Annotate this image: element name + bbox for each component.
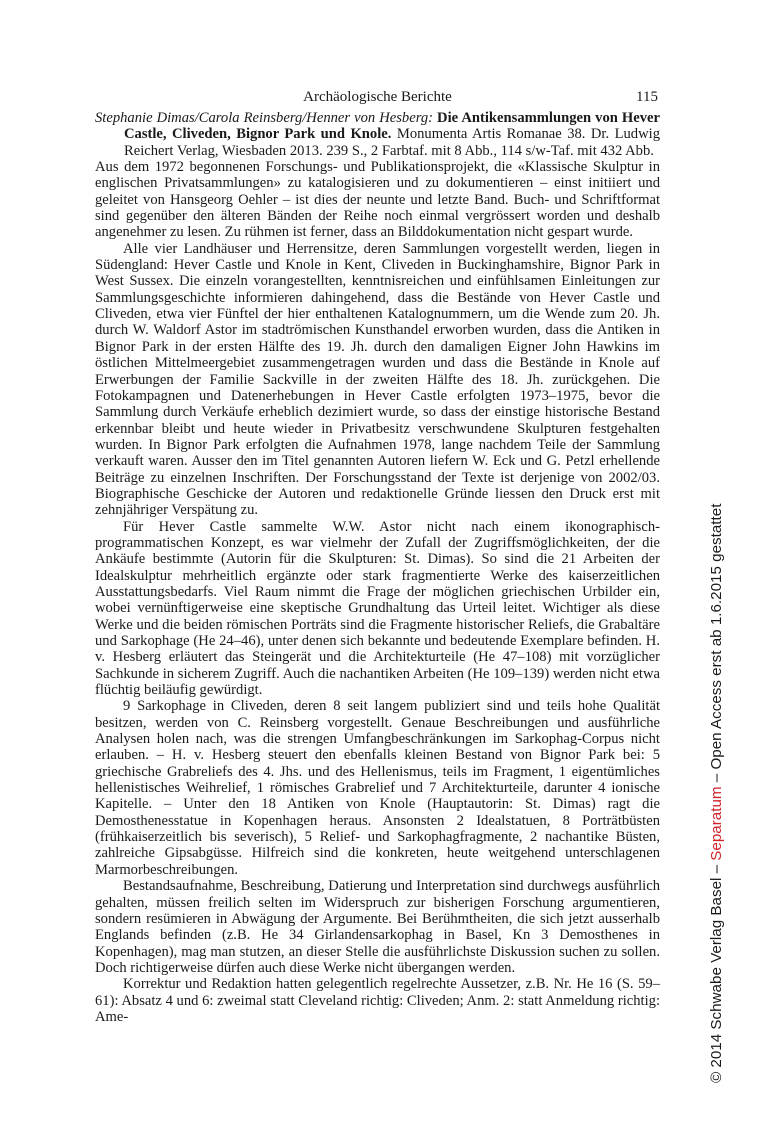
page-number: 115 <box>636 89 658 105</box>
paragraph-6: Korrektur und Redaktion hatten gelegentlich regelrechte Aussetzer, z.B. Nr. He 16 (S. 59–61): Absatz 4 und 6: zweimal statt Cleveland richtig: Cliveden; Anm. 2: statt Anmeldung richtig: Ame- <box>95 976 660 1025</box>
paragraph-5: Bestandsaufnahme, Beschreibung, Datierung und Interpretation sind durchwegs ausführlich gehalten, müssen freilich selten im Widerspruch zur bisherigen Forschung argumentieren, sondern resümieren in Abwägung der Argumente. Bei Berühmtheiten, die sich jetzt ausserhalb Englands befinden (z.B. He 34 Girlandensarkophag in Basel, Kn 3 Demosthenes in Kopenhagen), mag man stutzen, an dieser Stelle die ausführlichste Diskussion suchen zu sollen. Doch richtigerweise dürfen auch diese Werke nicht übergangen werden. <box>95 878 660 976</box>
paragraph-2: Alle vier Landhäuser und Herrensitze, deren Sammlungen vorgestellt werden, liegen in Südengland: Hever Castle und Knole in Kent, Cliveden in Buckinghamshire, Bignor Park in West Sussex. Die einzeln vorangestellten, kenntnisreichen und einfühlsamen Einleitungen zur Sammlungsgeschichte informieren dahingehend, dass die Bestände von Hever Castle und Cliveden, etwa vier Fünftel der hier enthaltenen Katalognummern, um die Wende zum 20. Jh. durch W. Waldorf Astor im stadtrömischen Kunsthandel erworben wurden, dass die Antiken in Bignor Park in der ersten Hälfte des 19. Jh. durch den damaligen Eigner John Hawkins im östlichen Mittelmeergebiet zusammengetragen wurden und dass die Bestände in Knole auf Erwerbungen der Familie Sackville in der zweiten Hälfte des 18. Jh. zurückgehen. Die Fotokampagnen und Datenerhebungen in Hever Castle erfolgten 1973–1975, bevor die Sammlung durch Verkäufe erheblich dezimiert wurde, so dass der einstige historische Bestand erkennbar bleibt und heute wieder in Privatbesitz verschwundene Skulpturen festgehalten wurden. In Bignor Park erfolgten die Aufnahmen 1978, lange nachdem Teile der Sammlung verkauft waren. Ausser den im Titel genannten Autoren liefern W. Eck und G. Petzl erhellende Beiträge zu einzelnen Inschriften. Der Forschungsstand der Texte ist derjenige von 2002/03. Biographische Geschicke der Autoren und redaktionelle Gründe liessen den Druck erst mit zehnjähriger Verspätung zu. <box>95 240 660 519</box>
running-title: Archäologische Berichte <box>303 89 452 105</box>
running-header <box>95 88 660 106</box>
copyright-notice <box>706 504 728 1083</box>
review-text <box>95 110 660 1025</box>
copyright-prefix: © 2014 Schwabe Verlag Basel – <box>708 860 725 1083</box>
review-authors: Stephanie Dimas/Carola Reinsberg/Henner von Hesberg: <box>95 110 433 126</box>
book-title: Die Antikensammlungen von Hever Castle, Cliveden, Bignor Park und Knole. <box>124 110 660 143</box>
publication-details: Monumenta Artis Romanae 38. Dr. Ludwig Reichert Verlag, Wiesbaden 2013. 239 S., 2 Farbtaf. mit 8 Abb., 114 s/w-Taf. mit 432 Abb. <box>124 126 660 159</box>
bibliographic-entry <box>95 110 660 159</box>
copyright-suffix: – Open Access erst ab 1.6.2015 gestattet <box>708 503 725 787</box>
paragraph-1: Aus dem 1972 begonnenen Forschungs- und Publikationsprojekt, die «Klassische Skulptur in englischen Privatsammlungen» zu katalogisieren und zu dokumentieren – einst initiiert und geleitet von Hansgeorg Oehler – ist dies der neunte und letzte Band. Buch- und Schriftformat sind gegenüber den älteren Bänden der Reihe noch einmal vergrössert worden und deshalb angenehmer zu lesen. Zu rühmen ist ferner, dass an Bilddokumentation nicht gespart wurde. <box>95 159 660 241</box>
paragraph-4: 9 Sarkophage in Cliveden, deren 8 seit langem publiziert sind und teils hohe Qualität besitzen, werden von C. Reinsberg vorgestellt. Genaue Beschreibungen und ausführliche Analysen holen nach, was die strengen Umfangbeschränkungen im Sarkophag-Corpus nicht erlauben. – H. v. Hesberg steuert den ebenfalls kleinen Bestand von Bignor Park bei: 5 griechische Grabreliefs des 4. Jhs. und des Hellenismus, teils im Fragment, 1 eigentümliches hellenistisches Weihrelief, 1 römisches Grabrelief und 7 Architekturteile, darunter 4 ionische Kapitelle. – Unter den 18 Antiken von Knole (Hauptautorin: St. Dimas) ragt die Demosthenesstatue in Kopenhagen heraus. Ansonsten 2 Idealstatuen, 8 Porträtbüsten (frühkaiserzeitlich bis severisch), 5 Relief- und Sarkophagfragmente, 2 nachantike Büsten, zahlreiche Gipsabgüsse. Hilfreich sind die konkreten, heute weitgehend unterschlagenen Marmorbeschreibungen. <box>95 698 660 878</box>
separatum-label: Separatum <box>708 786 725 861</box>
paragraph-3: Für Hever Castle sammelte W.W. Astor nicht nach einem ikonographisch-programmatischen Konzept, es war vielmehr der Zufall der Zugriffsmöglichkeiten, der die Ankäufe bestimmte (Autorin für die Skulpturen: St. Dimas). So sind die 21 Arbeiten der Idealskulptur mehrheitlich ergänzte oder stark fragmentierte Werke des kaiserzeitlichen Ausstattungsbedarfs. Viel Raum nimmt die Frage der möglichen griechischen Urbilder ein, wobei vernünftigerweise eine skeptische Grundhaltung das Urteil leitet. Wichtiger als diese Werke und die beiden römischen Porträts sind die Fragmente historischer Reliefs, die Grabaltäre und Sarkophage (He 24–46), unter denen sich bekannte und bedeutende Exemplare befinden. H. v. Hesberg erläutert das Steingerät und die Architekturteile (He 47–108) mit vorzüglicher Sachkunde in sicherem Zugriff. Auch die nachantiken Arbeiten (He 109–139) werden nicht etwa flüchtig beiläufig gewürdigt. <box>95 518 660 699</box>
